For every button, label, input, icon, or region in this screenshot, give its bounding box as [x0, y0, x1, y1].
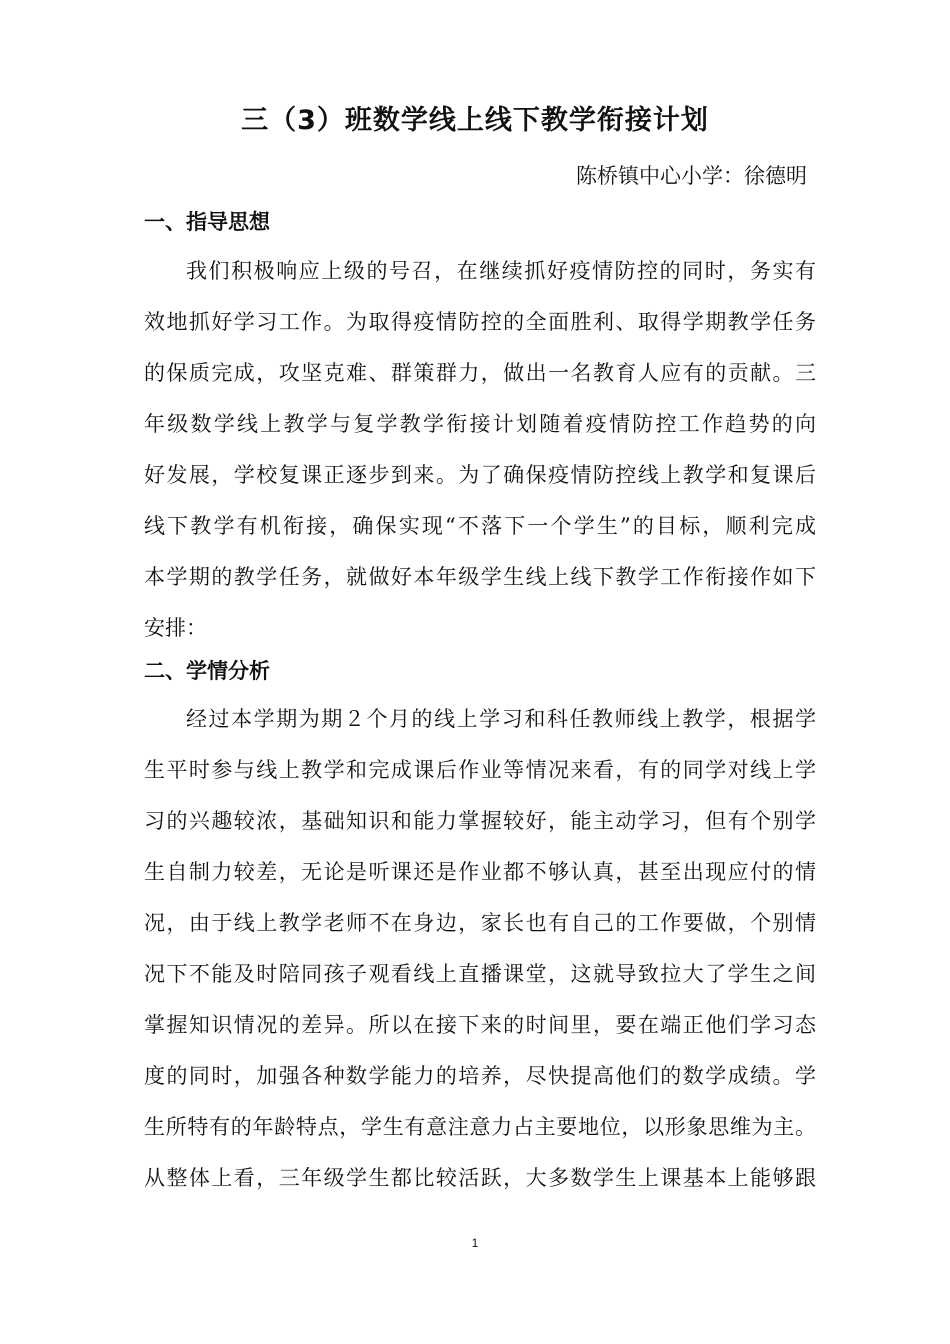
paragraph-line: 生自制力较差，无论是听课还是作业都不够认真，甚至出现应付的情: [144, 860, 816, 884]
paragraph-line: 本学期的教学任务，就做好本年级学生线上线下教学工作衔接作如下: [144, 565, 816, 589]
paragraph-line: 效地抓好学习工作。为取得疫情防控的全面胜利、取得学期教学任务: [144, 310, 816, 334]
page-number: 1: [471, 1236, 479, 1250]
document-title: 三（3）班数学线上线下教学衔接计划: [241, 105, 709, 136]
paragraph-line: 掌握知识情况的差异。所以在接下来的时间里，要在端正他们学习态: [144, 1013, 816, 1037]
paragraph-line: 经过本学期为期２个月的线上学习和科任教师线上教学，根据学: [186, 707, 816, 731]
paragraph-line: 线下教学有机衔接，确保实现“不落下一个学生”的目标，顺利完成: [144, 514, 816, 538]
paragraph-line: 的保质完成，攻坚克难、群策群力，做出一名教育人应有的贡献。三: [144, 361, 816, 385]
paragraph-line: 我们积极响应上级的号召，在继续抓好疫情防控的同时，务实有: [186, 259, 816, 283]
section-1-paragraph: [144, 246, 816, 654]
section-heading-learning-analysis: 二、学情分析: [144, 659, 270, 683]
paragraph-line: 况下不能及时陪同孩子观看线上直播课堂，这就导致拉大了学生之间: [144, 962, 816, 986]
paragraph-line: 况，由于线上教学老师不在身边，家长也有自己的工作要做，个别情: [144, 911, 816, 935]
section-heading-guiding-ideology: 一、指导思想: [144, 210, 270, 234]
paragraph-line: 安排：: [144, 616, 207, 640]
section-2-paragraph: [144, 694, 816, 1204]
author-line: 陈桥镇中心小学：徐德明: [576, 164, 807, 188]
paragraph-line: 年级数学线上教学与复学教学衔接计划随着疫情防控工作趋势的向: [144, 412, 816, 436]
paragraph-line: 度的同时，加强各种数学能力的培养，尽快提高他们的数学成绩。学: [144, 1064, 816, 1088]
paragraph-line: 生所特有的年龄特点，学生有意注意力占主要地位，以形象思维为主。: [144, 1115, 816, 1139]
paragraph-line: 生平时参与线上教学和完成课后作业等情况来看，有的同学对线上学: [144, 758, 816, 782]
paragraph-line: 习的兴趣较浓，基础知识和能力掌握较好，能主动学习，但有个别学: [144, 809, 816, 833]
paragraph-line: 从整体上看，三年级学生都比较活跃，大多数学生上课基本上能够跟: [144, 1166, 816, 1190]
paragraph-line: 好发展，学校复课正逐步到来。为了确保疫情防控线上教学和复课后: [144, 463, 816, 487]
